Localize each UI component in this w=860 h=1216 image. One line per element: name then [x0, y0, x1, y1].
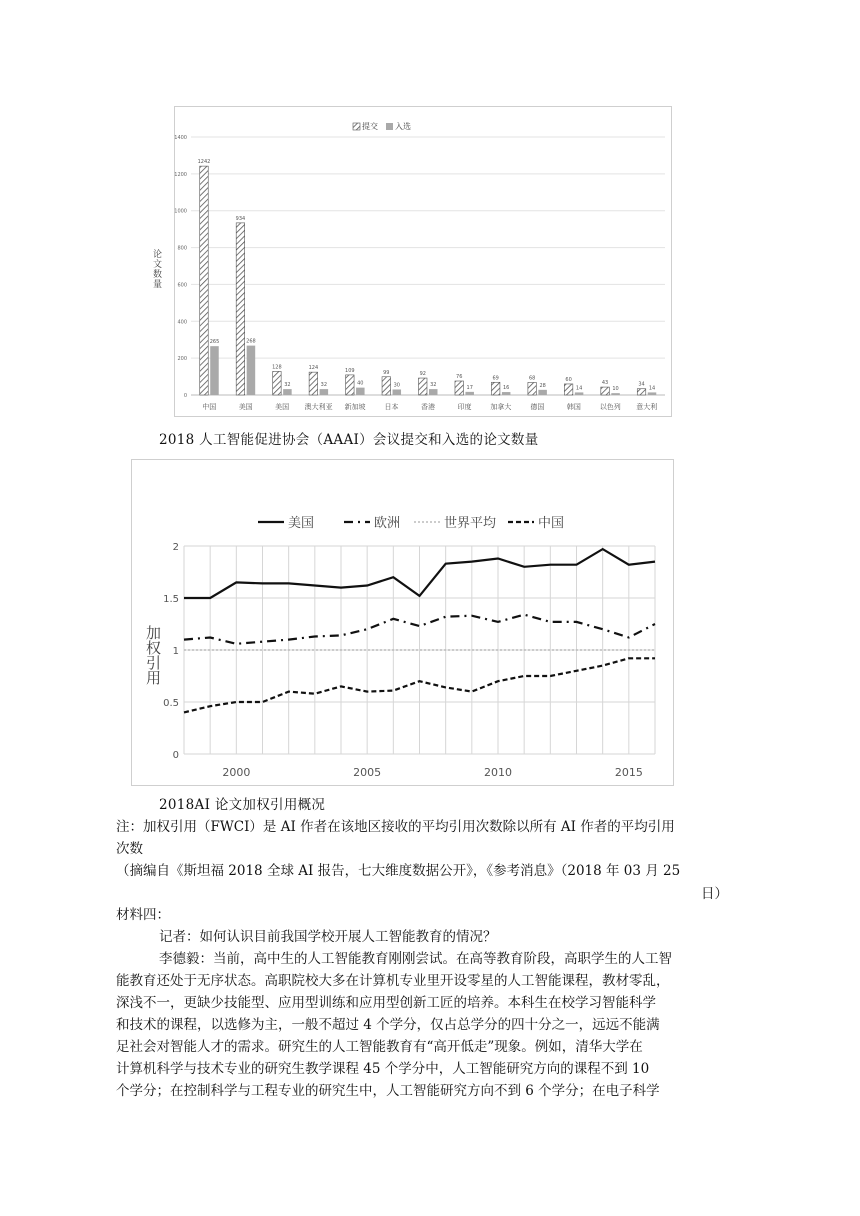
legend-label: 世界平均: [444, 516, 497, 531]
y-tick-label: 1400: [174, 135, 187, 141]
x-tick-label: 印度: [457, 403, 472, 411]
data-label: 34: [638, 381, 645, 388]
bar-submitted: [528, 382, 537, 395]
line-chart: [132, 460, 673, 785]
x-tick-label: 2015: [614, 766, 643, 779]
bar-submitted: [236, 223, 245, 395]
x-tick-label: 2000: [222, 766, 251, 779]
data-label: 14: [648, 385, 656, 392]
bar-submitted: [637, 389, 646, 395]
bar-accepted: [575, 392, 584, 395]
data-label: 40: [357, 380, 364, 387]
bar-accepted: [247, 346, 256, 395]
y-tick-label: 0: [172, 750, 179, 761]
data-label: 32: [284, 382, 291, 389]
data-label: 16: [502, 385, 510, 392]
bar-accepted: [465, 392, 474, 395]
x-tick-label: 美国: [238, 403, 253, 411]
bar-accepted: [356, 388, 365, 395]
data-label: 68: [528, 375, 536, 382]
note-text: 注：加权引用（FWCI）是 AI 作者在该地区接收的平均引用次数除以所有 AI 作者的平均引用: [116, 819, 675, 835]
data-label: 30: [393, 382, 400, 389]
bar-submitted: [419, 378, 428, 395]
bar-accepted: [429, 389, 438, 395]
source-citation-end: 日）: [701, 886, 728, 902]
x-tick-label: 德国: [530, 403, 545, 411]
answer-line: 计算机科学与技术专业的研究生教学课程 45 个学分中，人工智能研究方向的课程不到 10: [116, 1061, 650, 1077]
legend-label: 美国: [288, 516, 315, 531]
data-label: 43: [601, 380, 609, 387]
bar-submitted: [309, 372, 318, 395]
y-tick-label: 800: [177, 245, 187, 252]
data-label: 268: [246, 338, 256, 345]
y-axis-label: 加权引用: [146, 624, 162, 687]
answer-line: 足社会对智能人才的需求。研究生的人工智能教育有“高开低走”现象。例如，清华大学在: [116, 1039, 643, 1055]
y-tick-label: 600: [177, 282, 187, 289]
data-label: 934: [235, 215, 246, 222]
y-tick-label: 1000: [174, 208, 187, 215]
x-tick-label: 美国: [275, 403, 290, 411]
legend-swatch-submitted: [353, 123, 360, 130]
data-label: 99: [383, 369, 390, 376]
x-tick-label: 澳大利亚: [304, 403, 333, 411]
figure2-caption: 2018AI 论文加权引用概况: [159, 797, 326, 813]
legend-label: 中国: [538, 516, 565, 531]
answer-line: 和技术的课程，以选修为主，一般不超过 4 个学分，仅占总学分的四十分之一，远远不能满: [116, 1017, 660, 1033]
bar-chart-figure: [153, 106, 672, 417]
bar-accepted: [210, 346, 219, 395]
bar-submitted: [491, 382, 500, 395]
x-tick-label: 加拿大: [490, 403, 512, 411]
data-label: 14: [575, 385, 583, 392]
figure1-caption: 2018 人工智能促进协会（AAAI）会议提交和入选的论文数量: [159, 432, 539, 448]
y-tick-label: 200: [177, 356, 187, 363]
x-tick-label: 意大利: [636, 403, 658, 411]
y-tick-label: 0: [183, 393, 187, 399]
x-tick-label: 2005: [353, 766, 382, 779]
answer-line: 个学分；在控制科学与工程专业的研究生中，人工智能研究方向不到 6 个学分；在电子科学: [116, 1083, 660, 1099]
data-label: 28: [539, 382, 546, 389]
bar-submitted: [564, 384, 573, 395]
bar-submitted: [382, 377, 391, 395]
note-text-cont: 次数: [116, 841, 143, 857]
legend-label-accepted: 入选: [395, 122, 411, 131]
bar-accepted: [320, 389, 329, 395]
y-tick-label: 2: [172, 542, 179, 553]
bar-accepted: [611, 393, 620, 395]
data-label: 1242: [197, 159, 211, 166]
data-label: 69: [492, 375, 499, 382]
bar-accepted: [393, 389, 402, 395]
legend-swatch-accepted: [386, 123, 393, 130]
x-tick-label: 日本: [384, 403, 399, 411]
data-label: 265: [209, 339, 220, 346]
bar-submitted: [200, 166, 209, 395]
interview-question: 记者：如何认识目前我国学校开展人工智能教育的情况？: [159, 929, 497, 945]
bar-submitted: [455, 381, 464, 395]
data-label: 76: [456, 373, 463, 380]
bar-submitted: [346, 375, 355, 395]
legend-label: 欧洲: [374, 516, 401, 531]
bar-accepted: [283, 389, 292, 395]
bar-submitted: [601, 387, 610, 395]
data-label: 92: [419, 371, 426, 378]
bar-submitted: [273, 371, 282, 395]
bar-chart: [153, 107, 671, 416]
data-label: 10: [612, 386, 619, 393]
y-tick-label: 400: [177, 319, 187, 326]
bar-accepted: [502, 392, 511, 395]
x-tick-label: 韩国: [566, 403, 581, 411]
y-axis-label: 论文数量: [153, 250, 163, 290]
answer-line: 深浅不一，更缺少技能型、应用型训练和应用型创新工匠的培养。本科生在校学习智能科学: [116, 995, 656, 1011]
y-tick-label: 1.5: [163, 594, 179, 605]
x-tick-label: 中国: [202, 403, 217, 411]
x-tick-label: 香港: [421, 403, 435, 411]
x-tick-label: 新加坡: [344, 403, 366, 411]
data-label: 32: [320, 382, 328, 389]
data-label: 124: [308, 365, 319, 372]
data-label: 60: [565, 376, 572, 383]
bar-accepted: [648, 392, 657, 395]
material-heading: 材料四：: [116, 907, 170, 923]
bar-accepted: [538, 390, 547, 395]
data-label: 32: [430, 382, 437, 389]
source-citation: （摘编自《斯坦福 2018 全球 AI 报告，七大维度数据公开》，《参考消息》（2018 年 03 月 25: [116, 863, 681, 879]
legend-label-submitted: 提交: [362, 122, 378, 131]
data-label: 17: [466, 384, 473, 391]
answer-line: 能教育还处于无序状态。高职院校大多在计算机专业里开设零星的人工智能课程，教材零乱，: [116, 973, 670, 989]
y-tick-label: 1200: [174, 171, 187, 178]
x-tick-label: 2010: [484, 766, 512, 779]
line-chart-figure: [131, 459, 674, 786]
x-tick-label: 以色列: [599, 403, 621, 411]
data-label: 128: [272, 364, 282, 371]
data-label: 109: [345, 367, 355, 374]
answer-line: 李德毅：当前，高中生的人工智能教育刚刚尝试。在高等教育阶段，高职学生的人工智: [159, 951, 672, 967]
y-tick-label: 1: [172, 646, 179, 657]
y-tick-label: 0.5: [163, 698, 179, 709]
